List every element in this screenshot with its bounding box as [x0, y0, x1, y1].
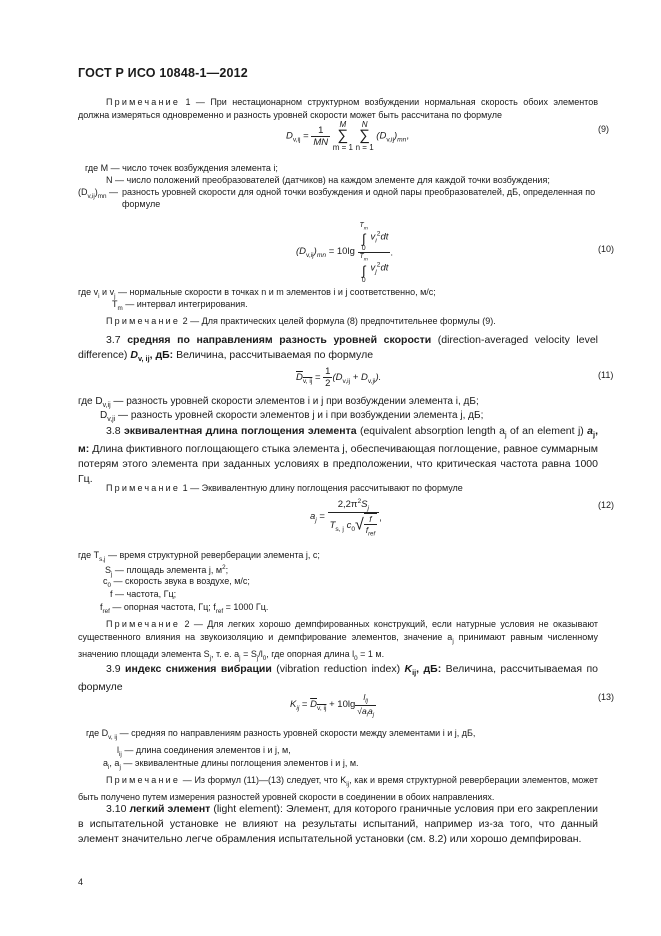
equation-number-13: (13) [598, 692, 615, 702]
definition-row: $a_i$, $a_j$ — эквивалентные длины поглощения элементов i и j, м. [103, 758, 359, 771]
equation-number-12: (12) [598, 500, 615, 510]
formula-10: $(D_{v,ij})_{mn} = 10\lg$ $T_m$ ∫ 0 $v_i^2dt$ $T_m$ ∫ 0 $v_j^2dt$ . [296, 222, 394, 284]
definition-row: $S_j$ — площадь элемента j, $м^2$; [105, 564, 229, 578]
definition-row: f — частота, Гц; [110, 589, 177, 599]
equation-number-11: (11) [598, 370, 614, 380]
page-number: 4 [78, 877, 84, 887]
formula-9: $D_{v,ij}$ = $\frac{1}{MN}$ M ∑ m = 1 N ∑ n = 1 $(D_{v,ij})_{mn}$, [286, 120, 409, 152]
formula-12: $a_j$ = $2,2\pi^2S_j$ $T_{s, j}$ $c_0√$ $\frac{f}{f_{ref}}$ , [310, 498, 382, 538]
definition-row: где $T_{s,j}$ — время структурной реверберации элемента j, с; [78, 550, 320, 563]
standard-header: ГОСТ Р ИСО 10848-1—2012 [78, 66, 248, 80]
definition-row: где M — число точек возбуждения элемента i; [85, 163, 278, 173]
equation-number-9: (9) [598, 124, 609, 134]
definition-row: где $D_{v, ij}$ — средняя по направлениям разность уровней скорости между элементами i и j, дБ, [86, 728, 476, 741]
term-3-8: 3.8 эквивалентная длина поглощения элемента (equivalent absorption length $a_j$ of an element j) $a_j$, м: Длина фиктивного поглощающего стыка элемента j, обеспечивающая поглощение, равное суммарным потерям этого элемента при заданных условиях в предположении, что критическая частота равна 1000 Гц. [78, 425, 598, 486]
term-3-10: 3.10 легкий элемент (light element): Элемент, для которого граничные условия при его закреплении в испытательной установке не влияют на результаты испытаний, например из-за того, что данный элемент значительно легче обрамления испытательной установки (см. 8.2) или хорошо демпфирован. [78, 803, 598, 845]
term-3-7: 3.7 средняя по направлениям разность уровней скорости (direction-averaged velocity level difference) $D_{v, ij}$, дБ: Величина, рассчитываемая по формуле [78, 334, 599, 364]
equation-number-10: (10) [598, 244, 615, 254]
definition-row: N — число положений преобразователей (датчиков) на каждом элементе для каждой точки возбуждения; [106, 175, 550, 185]
note-2: Примечание 2 — Для практических целей формула (8) предпочтительнее формулы (9). [106, 316, 496, 326]
definition-row: где $D_{v,ij}$ — разность уровней скорости элементов i и j при возбуждении элемента i, дБ; [78, 396, 479, 409]
definition-row: $c_0$ — скорость звука в воздухе, м/с; [103, 576, 250, 589]
definition-row: $l_{ij}$ — длина соединения элементов i и j, м, [117, 745, 291, 758]
definition-row: $T_m$ — интервал интегрирования. [112, 299, 248, 312]
definition-row: где $v_i$ и $v_j$ — нормальные скорости в точках n и m элементов i и j соответственно, м/с; [78, 287, 436, 300]
definition-row: $f_{ref}$ — опорная частота, Гц; $f_{ref} = 1000$ Гц. [100, 602, 269, 615]
definition-row: $D_{v,ji}$ — разность уровней скорости элементов j и i при возбуждении элемента j, дБ; [100, 410, 484, 423]
note-5: Примечание — Из формул (11)—(13) следует, что $K_{ij}$, как и время структурной реверберации элементов, может быть получено путем измерения разностей уровней скорости в соединении в обоих направлениях. [78, 775, 598, 802]
note-1: Примечание 1 — При нестационарном структурном возбуждении нормальная скорость обоих элементов должна измеряться одновременно и разность уровней скорости может быть рассчитана по формуле [78, 97, 598, 120]
definition-row: $(D_{v,ij})_{mn}$ — разность уровней скорости для одной точки возбуждения и одной пары преобразователей, дБ, определенная по формуле [78, 187, 596, 209]
formula-11: $D_{v, ij}$ = $\frac{1}{2}$ $(D_{v,ij} + D_{v,ji})$. [296, 366, 382, 389]
note-3: Примечание 1 — Эквивалентную длину поглощения рассчитывают по формуле [106, 483, 463, 493]
formula-13: $K_{ij} = D_{v, ij} + 10\lg$ $\frac{l_{ij}}{√a_ia_j}$ [290, 692, 375, 719]
term-3-9: 3.9 индекс снижения вибрации (vibration reduction index) $K_{ij}$, дБ: Величина, рассчитываемая по формуле [78, 663, 599, 694]
note-4: Примечание 2 — Для легких хорошо демпфированных конструкций, если натурные условия не оказывают существенного влияния на звукоизоляцию и демпфирование элементов, значение $a_j$ принимают равным численному значению площади элемента $S_j$, т. е. $a_j = S_j/l_0$, где опорная длина $l_0 = 1$ м. [78, 619, 599, 662]
